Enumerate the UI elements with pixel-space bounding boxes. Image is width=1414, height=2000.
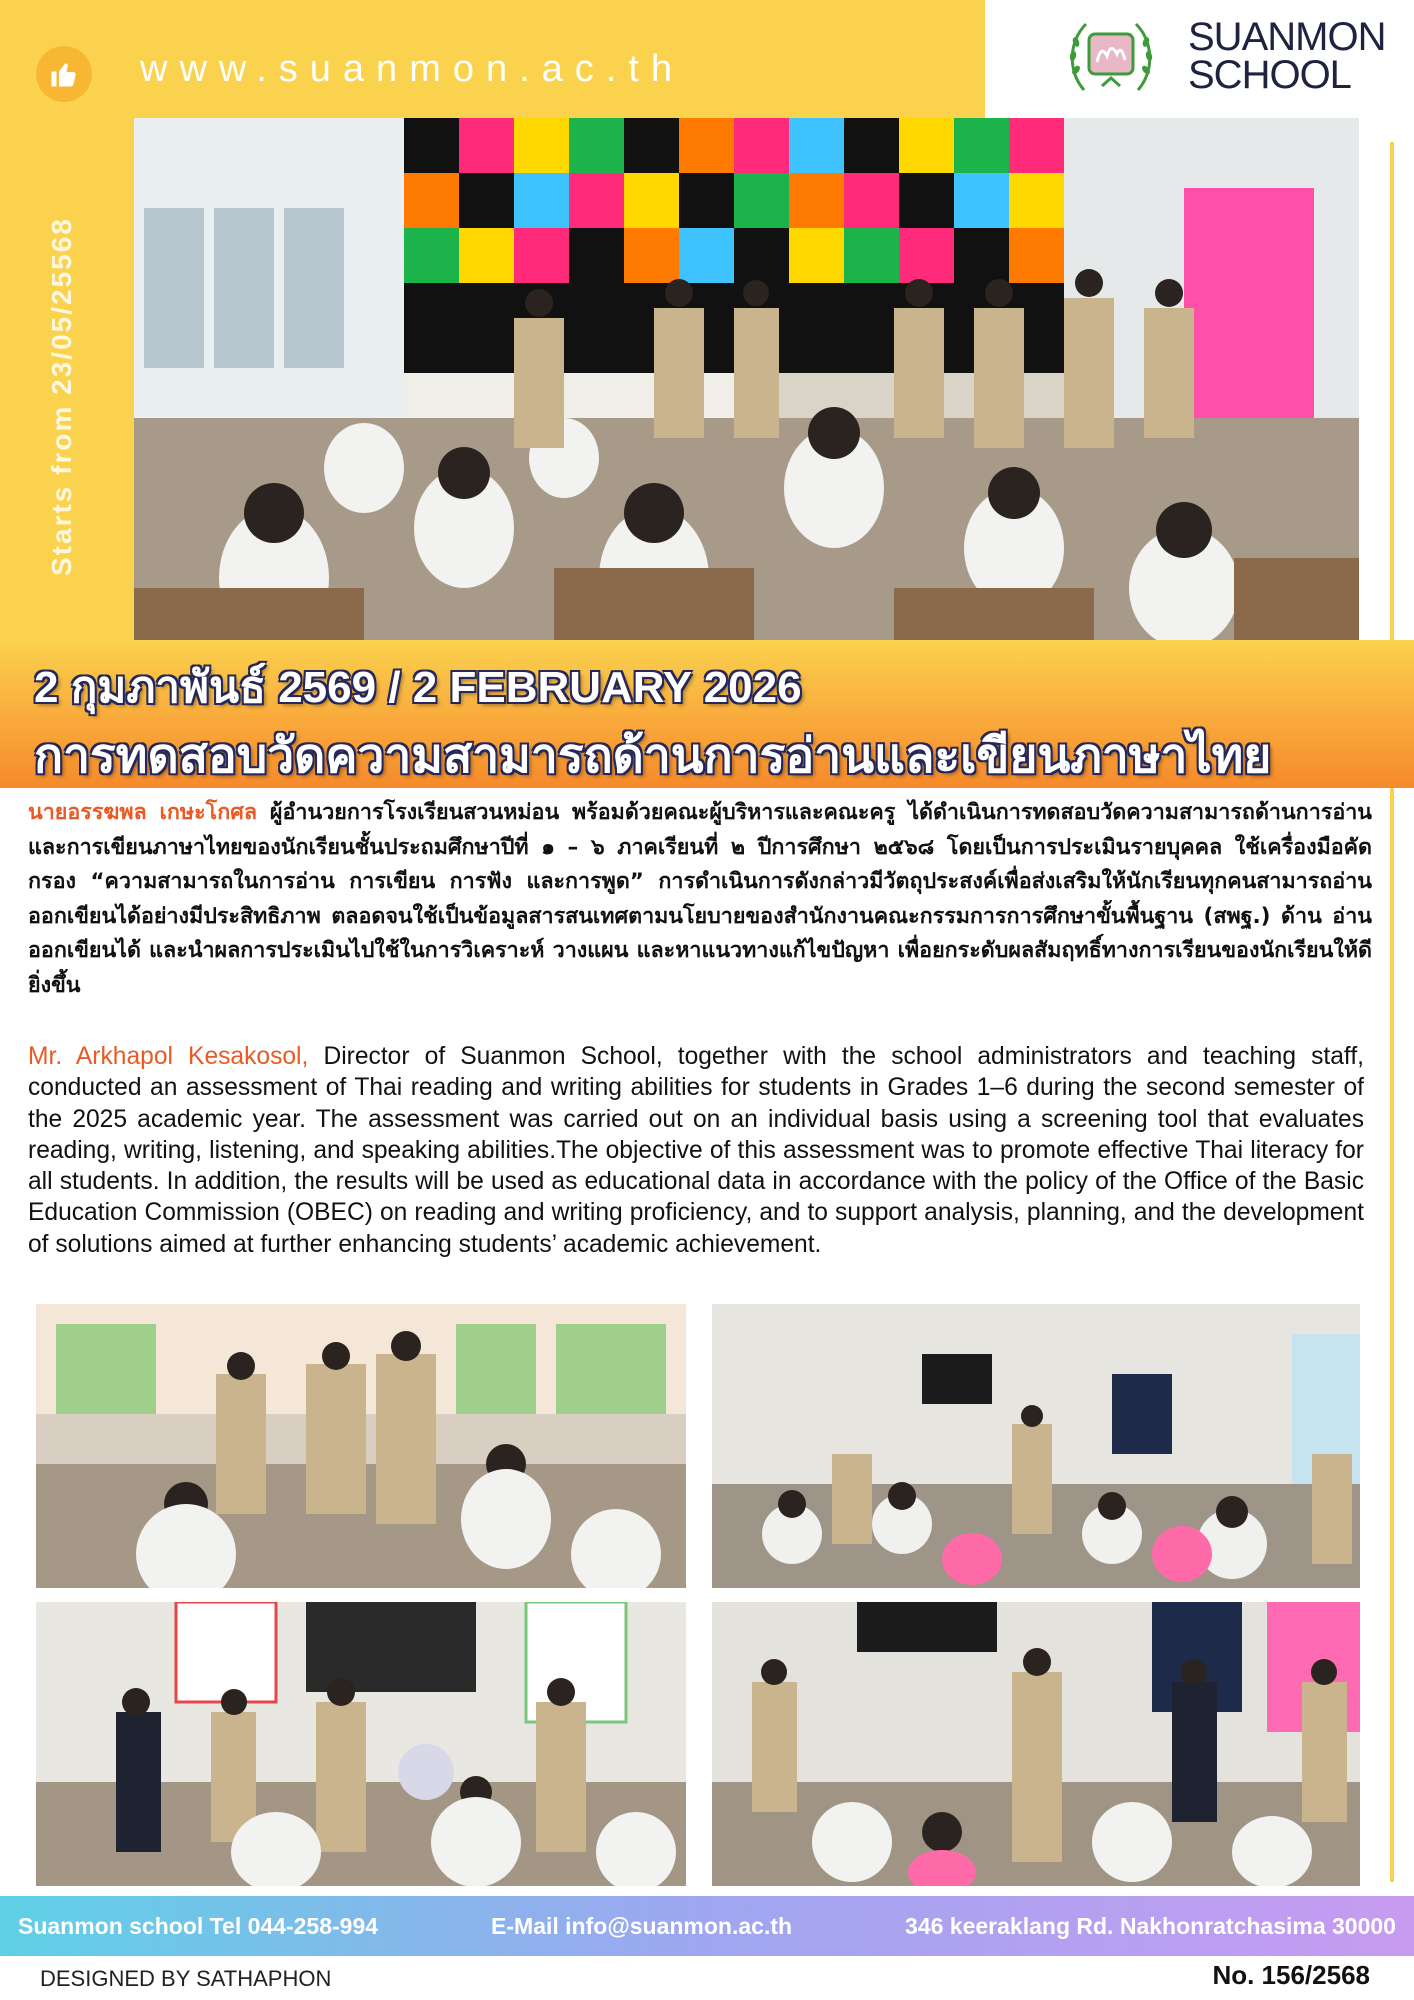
thai-paragraph-text: ผู้อำนวยการโรงเรียนสวนหม่อน พร้อมด้วยคณะผู้บริหารและคณะครู ได้ดำเนินการทดสอบวัดความสามารถด้านการอ่านและการเขียนภาษาไทยของนักเรียนชั้นประถมศึกษาปีที่ ๑ – ๖ ภาคเรียนที่ ๒ ปีการศึกษา ๒๕๖๘ โดยเป็นการประเมินรายบุคคล ใช้เครื่องมือคัดกรอง “ความสามารถในการอ่าน การเขียน การฟัง และการพูด” การดำเนินการดังกล่าวมีวัตถุประสงค์เพื่อส่งเสริมให้นักเรียนทุกคนสามารถอ่านออกเขียนได้อย่างมีประสิทธิภาพ ตลอดจนใช้เป็นข้อมูลสารสนเทศตามนโยบายของสำนักงานคณะกรรมการการศึกษาขั้นพื้นฐาน (สพฐ.) ด้าน อ่านออกเขียนได้ และนำผลการประเมินไปใช้ในการวิเคราะห์ วางแผน และหาแนวทางแก้ไขปัญหา เพื่อยกระดับผลสัมฤทธิ์ทางการเรียนของนักเรียนให้ดียิ่งขึ้น: [28, 800, 1372, 998]
headline: การทดสอบวัดความสามารถด้านการอ่านและเขียนภาษาไทย: [34, 730, 1272, 783]
gallery-photo-4: [712, 1602, 1360, 1886]
thumbs-up-icon: [36, 46, 92, 102]
designer-credit: DESIGNED BY SATHAPHON: [40, 1966, 332, 1991]
english-paragraph-text: Director of Suanmon School, together with the school administrators and teaching staff, conducted an assessment of Thai reading and writing abilities for students in Grades 1–6 during the second semester of the 2025 academic year. The assessment was carried out on an individual basis using a screening tool that evaluates reading, writing, listening, and speaking abilities.The objective of this assessment was to promote effective Thai literacy for all students. In addition, the results will be used as educational data in accordance with the policy of the Office of the Basic Education Commission (OBEC) on reading and writing proficiency, and to support analysis, planning, and the development of solutions aimed at further enhancing students’ academic achievement.: [28, 1043, 1364, 1258]
school-name-line1: SUANMON: [1188, 15, 1386, 59]
school-logo-text: [1188, 15, 1386, 97]
footer-phone: Suanmon school Tel 044-258-994: [18, 1912, 379, 1939]
gallery-photo-1: [36, 1304, 686, 1588]
english-director-name: Mr. Arkhapol Kesakosol,: [28, 1043, 309, 1070]
english-paragraph: [28, 1041, 1364, 1260]
school-seal-logo: [1064, 12, 1158, 102]
thai-paragraph: [28, 796, 1372, 1003]
footer-contact-band: [0, 1896, 1414, 1956]
school-name-line2: SCHOOL: [1188, 53, 1351, 97]
gallery-photo-3: [36, 1602, 686, 1886]
main-classroom-photo: [134, 118, 1359, 640]
vertical-start-date: Starts from 23/05/25568: [46, 217, 77, 576]
footer-address: 346 keeraklang Rd. Nakhonratchasima 30000: [905, 1912, 1396, 1939]
right-accent-line: [1390, 142, 1394, 1882]
date-heading: 2 กุมภาพันธ์ 2569 / 2 FEBRUARY 2026: [34, 663, 802, 712]
footer-email: E-Mail info@suanmon.ac.th: [491, 1912, 793, 1939]
website-url: www.suanmon.ac.th: [140, 48, 685, 90]
gallery-photo-2: [712, 1304, 1360, 1588]
issue-number: No. 156/2568: [1212, 1960, 1370, 1990]
thai-director-name: นายอรรฆพล เกษะโกศล: [28, 800, 258, 825]
